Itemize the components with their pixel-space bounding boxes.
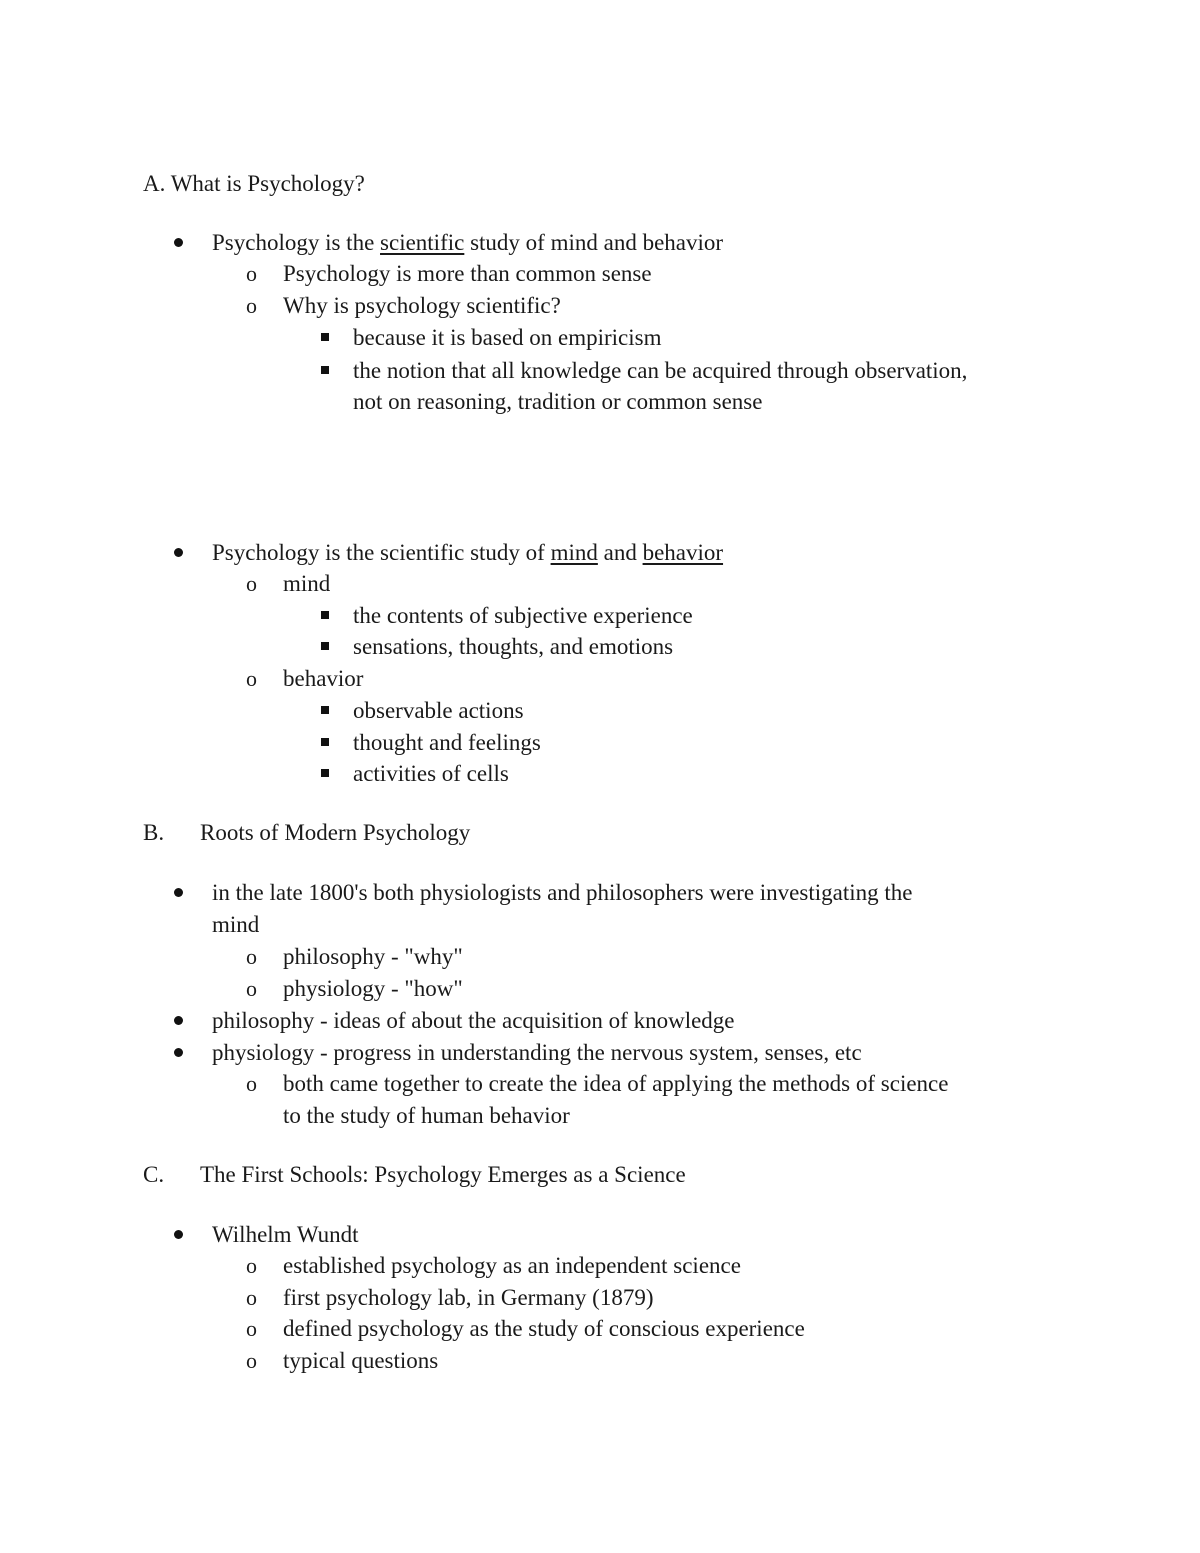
- section-b-sub-2: physiology - "how": [283, 976, 463, 1001]
- bullet-square: [321, 642, 329, 650]
- section-b-bullet-1-line-1: in the late 1800's both physiologists and philosophers were investigating the: [212, 880, 913, 905]
- bullet-dot: [174, 1230, 183, 1239]
- section-c-sub-4: typical questions: [283, 1348, 439, 1373]
- bullet-dot: [174, 888, 183, 897]
- bullet-o: o: [246, 1348, 257, 1373]
- bullet-square: [321, 769, 329, 777]
- bullet-dot: [174, 1016, 183, 1025]
- behavior-item-3: activities of cells: [353, 761, 509, 786]
- mind-item-1: the contents of subjective experience: [353, 603, 693, 628]
- bullet-o: o: [246, 293, 257, 318]
- mind-item-2: sensations, thoughts, and emotions: [353, 634, 674, 659]
- section-c-sub-3: defined psychology as the study of conscious experience: [283, 1316, 805, 1341]
- section-c-letter: C.: [143, 1162, 165, 1187]
- bullet-o: o: [246, 261, 257, 286]
- bullet-dot: [174, 1048, 183, 1057]
- section-b-letter: B.: [143, 820, 165, 845]
- underlined-word: scientific: [380, 230, 465, 255]
- behavior-item-2: thought and feelings: [353, 730, 541, 755]
- bullet-o: o: [246, 1316, 257, 1341]
- bullet-square: [321, 366, 329, 374]
- bullet-o: o: [246, 666, 257, 691]
- section-c-title: The First Schools: Psychology Emerges as a Science: [200, 1162, 686, 1187]
- section-b-title: Roots of Modern Psychology: [200, 820, 471, 845]
- section-c-sub-2: first psychology lab, in Germany (1879): [283, 1285, 654, 1310]
- bullet-o: o: [246, 1285, 257, 1310]
- section-a-sub-2b-line-1: the notion that all knowledge can be acquired through observation,: [353, 358, 968, 383]
- section-b-sub-1: philosophy - "why": [283, 944, 463, 969]
- section-b-bullet-2: philosophy - ideas of about the acquisition of knowledge: [212, 1008, 735, 1033]
- bullet-square: [321, 706, 329, 714]
- section-c-sub-1: established psychology as an independent science: [283, 1253, 741, 1278]
- bullet-dot: [174, 238, 183, 247]
- section-b-sub-3-line-2: to the study of human behavior: [283, 1103, 570, 1128]
- bullet-square: [321, 738, 329, 746]
- bullet-o: o: [246, 1071, 257, 1096]
- behavior-label: behavior: [283, 666, 364, 691]
- bullet-square: [321, 611, 329, 619]
- section-b-sub-3-line-1: both came together to create the idea of applying the methods of science: [283, 1071, 949, 1096]
- bullet-o: o: [246, 1253, 257, 1278]
- bullet-square: [321, 333, 329, 341]
- mind-label: mind: [283, 571, 331, 596]
- section-a-sub-1: Psychology is more than common sense: [283, 261, 652, 286]
- behavior-item-1: observable actions: [353, 698, 524, 723]
- underlined-word: mind: [550, 540, 598, 565]
- section-a-sub-2b-line-2: not on reasoning, tradition or common sense: [353, 389, 763, 414]
- section-a-heading: A. What is Psychology?: [143, 171, 365, 196]
- underlined-word: behavior: [642, 540, 724, 565]
- section-a-bullet-1: Psychology is the scientific study of mind and behavior: [212, 230, 724, 255]
- section-b-bullet-1-line-2: mind: [212, 912, 260, 937]
- bullet-dot: [174, 548, 183, 557]
- section-a-sub-2a: because it is based on empiricism: [353, 325, 662, 350]
- bullet-o: o: [246, 944, 257, 969]
- section-c-bullet-1: Wilhelm Wundt: [212, 1222, 359, 1247]
- bullet-o: o: [246, 571, 257, 596]
- section-b-bullet-3: physiology - progress in understanding the nervous system, senses, etc: [212, 1040, 862, 1065]
- section-a-sub-2: Why is psychology scientific?: [283, 293, 561, 318]
- section-a-bullet-2: Psychology is the scientific study of mind and behavior: [212, 540, 724, 565]
- bullet-o: o: [246, 976, 257, 1001]
